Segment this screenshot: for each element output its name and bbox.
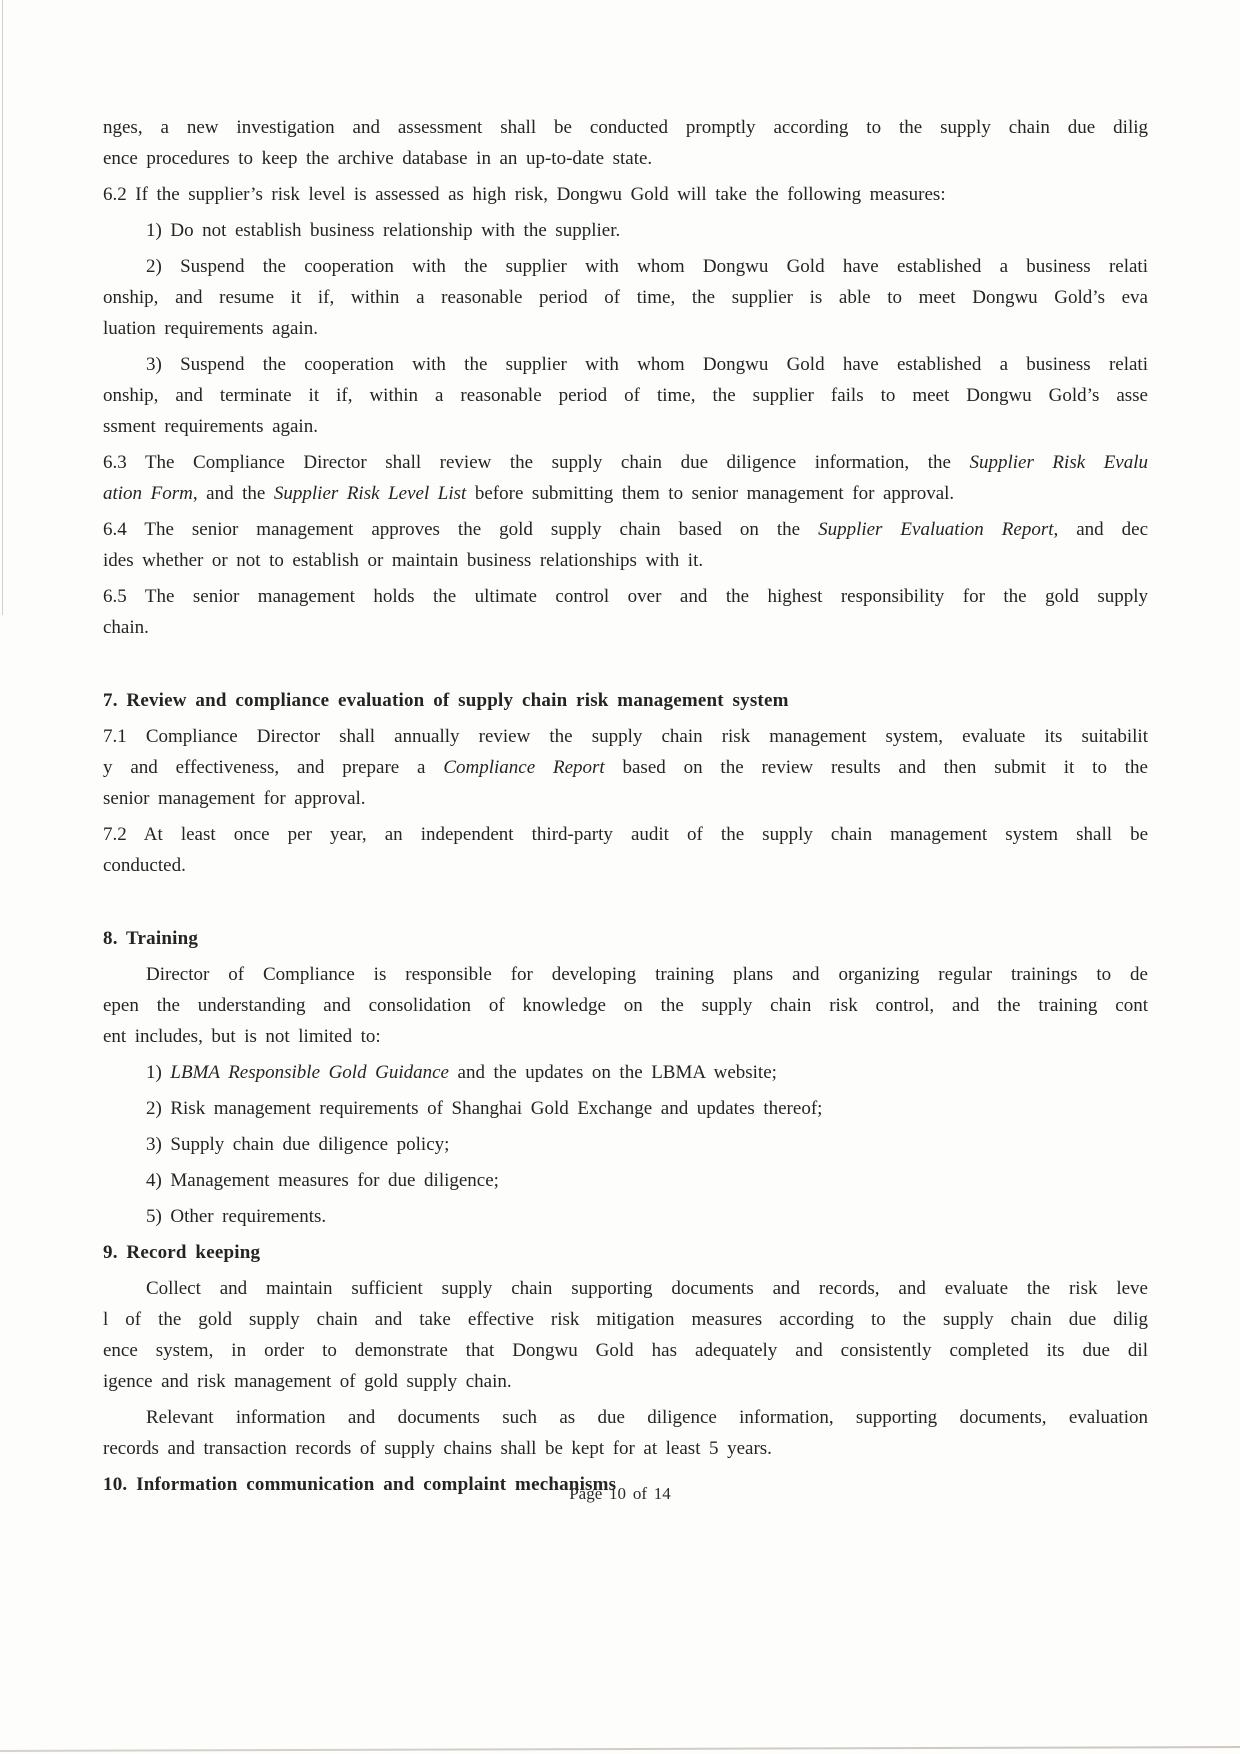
text-line: 2) Risk management requirements of Shanghai Gold Exchange and updates thereof; <box>146 1098 823 1119</box>
text-line: records and transaction records of supply chains shall be kept for at least 5 years. <box>103 1438 772 1459</box>
text-line: luation requirements again. <box>103 318 318 339</box>
scan-bottom-edge-artifact <box>0 1746 1240 1752</box>
text-line: chain. <box>103 617 149 638</box>
text-line: 6.5 The senior management holds the ultimate control over and the highest responsibility for the gold supply <box>103 586 1148 607</box>
para-6-2 <box>103 179 1148 210</box>
text-line: 10. Information communication and complaint mechanisms <box>103 1474 617 1495</box>
text-line: 6.2 If the supplier’s risk level is assessed as high risk, Dongwu Gold will take the following measures: <box>103 184 946 205</box>
text-line: 8. Training <box>103 928 199 949</box>
text-line: 1) LBMA Responsible Gold Guidance and the updates on the LBMA website; <box>146 1062 777 1083</box>
text-line: 5) Other requirements. <box>146 1206 327 1227</box>
list-8-item-4 <box>103 1165 1148 1196</box>
para-7-1 <box>103 721 1148 814</box>
heading-7 <box>103 685 1148 716</box>
text-line: onship, and terminate it if, within a reasonable period of time, the supplier fails to meet Dongwu Gold’s asse <box>103 385 1148 406</box>
list-8-item-1 <box>103 1057 1148 1088</box>
heading-8 <box>103 923 1148 954</box>
text-line: Director of Compliance is responsible for developing training plans and organizing regular trainings to de <box>146 964 1148 985</box>
text-line: 6.4 The senior management approves the gold supply chain based on the Supplier Evaluation Report, and dec <box>103 519 1149 540</box>
text-line: ence system, in order to demonstrate that Dongwu Gold has adequately and consistently completed its due dil <box>103 1340 1148 1361</box>
list-6-2-item-2 <box>103 251 1148 344</box>
text-line: 2) Suspend the cooperation with the supplier with whom Dongwu Gold have established a business relati <box>146 256 1148 277</box>
scan-left-edge-artifact <box>2 0 3 615</box>
text-line: 7. Review and compliance evaluation of supply chain risk management system <box>103 690 789 711</box>
text-line: nges, a new investigation and assessment shall be conducted promptly according to the supply chain due dilig <box>103 117 1148 138</box>
text-line: 9. Record keeping <box>103 1242 261 1263</box>
text-line: ation Form, and the Supplier Risk Level List before submitting them to senior management for approval. <box>103 483 955 504</box>
text-line: 3) Suspend the cooperation with the supplier with whom Dongwu Gold have established a business relati <box>146 354 1148 375</box>
list-8-item-5 <box>103 1201 1148 1232</box>
list-6-2-item-1 <box>103 215 1148 246</box>
para-6-3 <box>103 447 1148 509</box>
text-line: ssment requirements again. <box>103 416 318 437</box>
heading-9 <box>103 1237 1148 1268</box>
text-line: l of the gold supply chain and take effective risk mitigation measures according to the supply chain due dilig <box>103 1309 1148 1330</box>
para-7-2 <box>103 819 1148 881</box>
text-line: ence procedures to keep the archive database in an up-to-date state. <box>103 148 653 169</box>
text-line: ides whether or not to establish or maintain business relationships with it. <box>103 550 704 571</box>
list-8-item-3 <box>103 1129 1148 1160</box>
list-8-item-2 <box>103 1093 1148 1124</box>
text-line: 6.3 The Compliance Director shall review the supply chain due diligence information, the Supplier Risk Evalu <box>103 452 1149 473</box>
text-line: igence and risk management of gold supply chain. <box>103 1371 512 1392</box>
text-line: 1) Do not establish business relationship with the supplier. <box>146 220 621 241</box>
document-body <box>103 112 1148 1505</box>
text-line: ent includes, but is not limited to: <box>103 1026 381 1047</box>
text-line: 4) Management measures for due diligence; <box>146 1170 499 1191</box>
text-line: conducted. <box>103 855 186 876</box>
text-line: senior management for approval. <box>103 788 366 809</box>
text-line: 7.1 Compliance Director shall annually review the supply chain risk management system, evaluate its suitabilit <box>103 726 1148 747</box>
text-line: 3) Supply chain due diligence policy; <box>146 1134 450 1155</box>
list-6-2-item-3 <box>103 349 1148 442</box>
text-line: 7.2 At least once per year, an independent third-party audit of the supply chain management system shall be <box>103 824 1148 845</box>
para-6-5 <box>103 581 1148 643</box>
para-9-1 <box>103 1273 1148 1397</box>
para-8 <box>103 959 1148 1052</box>
para-continuation <box>103 112 1148 174</box>
text-line: Relevant information and documents such as due diligence information, supporting documents, evaluation <box>146 1407 1148 1428</box>
page-footer: Page 10 of 14 <box>569 1484 671 1503</box>
para-9-2 <box>103 1402 1148 1464</box>
text-line: y and effectiveness, and prepare a Compliance Report based on the review results and then submit it to the <box>103 757 1148 778</box>
para-6-4 <box>103 514 1148 576</box>
text-line: Collect and maintain sufficient supply chain supporting documents and records, and evaluate the risk leve <box>146 1278 1148 1299</box>
text-line: onship, and resume it if, within a reasonable period of time, the supplier is able to meet Dongwu Gold’s eva <box>103 287 1148 308</box>
text-line: epen the understanding and consolidation of knowledge on the supply chain risk control, and the training cont <box>103 995 1148 1016</box>
